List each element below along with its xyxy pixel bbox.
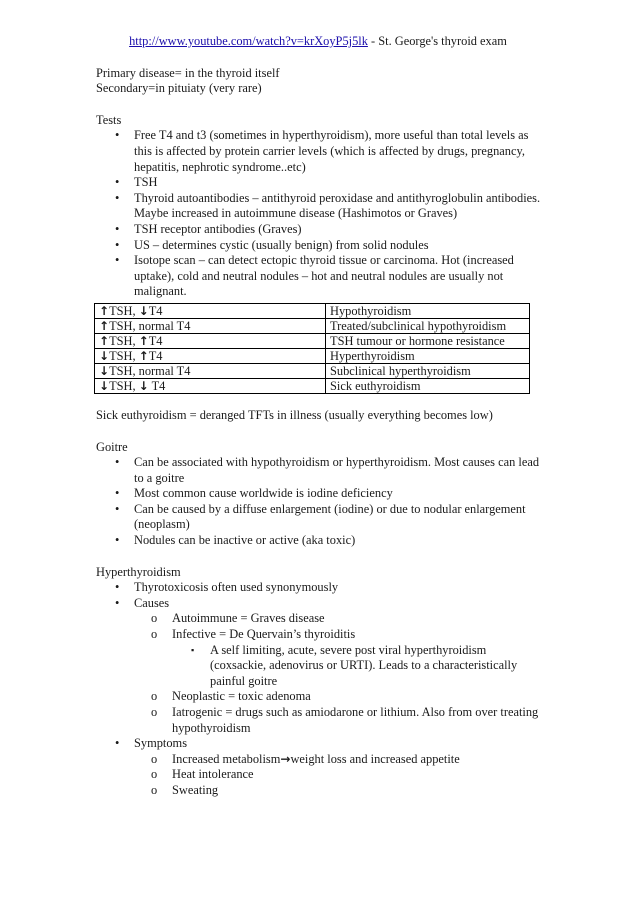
up-arrow-icon: ↑ xyxy=(99,333,110,348)
down-arrow-icon: ↓ xyxy=(99,363,110,378)
down-arrow-icon: ↓ xyxy=(138,378,149,393)
table-row xyxy=(95,318,530,333)
list-item xyxy=(96,502,544,533)
infective-detail-list xyxy=(172,643,544,690)
list-item-text: Heat intolerance xyxy=(172,767,254,782)
bullet: • xyxy=(115,533,120,548)
bullet: • xyxy=(115,253,120,268)
list-item-text: Thyrotoxicosis often used synonymously xyxy=(134,580,339,595)
table-row xyxy=(95,363,530,378)
list-item-text: A self limiting, acute, severe post viral hyperthyroidism (coxsackie, adenovirus or URTI). Leads to a characteristically painful goitre xyxy=(210,642,518,688)
down-arrow-icon: ↓ xyxy=(138,303,149,318)
table-cell-result: Treated/subclinical hypothyroidism xyxy=(326,318,530,333)
cell-text: TSH, normal T4 xyxy=(109,318,191,333)
header-suffix: - St. George's thyroid exam xyxy=(367,34,507,48)
tests-heading: Tests xyxy=(96,112,122,127)
list-item-text: Causes xyxy=(134,595,170,610)
list-item xyxy=(172,643,544,690)
list-item-text: weight loss and increased appetite xyxy=(290,751,460,766)
bullet: • xyxy=(115,128,120,143)
bullet: o xyxy=(151,705,158,719)
list-item-text: TSH xyxy=(134,175,158,190)
table-row xyxy=(95,303,530,318)
bullet: • xyxy=(115,455,120,470)
cell-text: TSH, xyxy=(109,378,139,393)
intro-secondary: Secondary=in pituiaty (very rare) xyxy=(96,81,262,96)
table-cell-result: Subclinical hyperthyroidism xyxy=(326,363,530,378)
list-item xyxy=(96,736,544,798)
bullet: • xyxy=(115,221,120,236)
cell-text: TSH, normal T4 xyxy=(109,363,191,378)
list-item xyxy=(96,175,544,191)
list-item xyxy=(96,253,544,300)
table-cell-result: TSH tumour or hormone resistance xyxy=(326,333,530,348)
list-item-text: Symptoms xyxy=(134,736,188,751)
bullet: • xyxy=(115,175,120,190)
list-item xyxy=(96,238,544,254)
page-header xyxy=(92,34,544,50)
list-item xyxy=(96,533,544,549)
youtube-link[interactable]: http://www.youtube.com/watch?v=krXoyP5j5lk xyxy=(129,34,368,48)
down-arrow-icon: ↓ xyxy=(99,378,110,393)
tft-table xyxy=(94,303,530,394)
list-item xyxy=(134,752,544,768)
list-item xyxy=(134,627,544,689)
list-item-text: Most common cause worldwide is iodine deficiency xyxy=(134,486,393,501)
table-cell-tests xyxy=(95,378,326,393)
list-item-text: Can be associated with hypothyroidism or hyperthyroidism. Most causes can lead to a goitre xyxy=(134,455,540,485)
list-item-text: Sweating xyxy=(172,782,219,797)
list-item-text: Free T4 and t3 (sometimes in hyperthyroidism), more useful than total levels as this is affected by protein carrier levels (which is affected by drugs, pregnancy, hepatitis, nephrotic syndrome..etc) xyxy=(134,128,529,174)
table-row xyxy=(95,333,530,348)
hyperthyroidism-heading: Hyperthyroidism xyxy=(96,564,181,579)
table-cell-result: Hyperthyroidism xyxy=(326,348,530,363)
bullet: • xyxy=(115,595,120,610)
symptoms-list xyxy=(134,752,544,799)
up-arrow-icon: ↑ xyxy=(138,348,149,363)
up-arrow-icon: ↑ xyxy=(138,333,149,348)
up-arrow-icon: ↑ xyxy=(99,318,110,333)
bullet: • xyxy=(115,501,120,516)
cell-text: TSH, xyxy=(109,303,139,318)
bullet: • xyxy=(115,580,120,595)
causes-list xyxy=(134,611,544,736)
list-item-text: Nodules can be inactive or active (aka toxic) xyxy=(134,533,356,548)
list-item xyxy=(134,689,544,705)
list-item xyxy=(96,222,544,238)
bullet: o xyxy=(151,627,158,642)
list-item-text: Can be caused by a diffuse enlargement (iodine) or due to nodular enlargement (neoplasm) xyxy=(134,501,526,532)
bullet: • xyxy=(115,486,120,501)
bullet: o xyxy=(151,767,158,782)
table-cell-tests xyxy=(95,318,326,333)
table-cell-tests xyxy=(95,333,326,348)
goitre-list xyxy=(96,455,544,549)
list-item xyxy=(134,611,544,627)
table-cell-result: Hypothyroidism xyxy=(326,303,530,318)
list-item xyxy=(134,767,544,783)
list-item xyxy=(96,486,544,502)
list-item-text: Neoplastic = toxic adenoma xyxy=(172,689,311,704)
up-arrow-icon: ↑ xyxy=(99,303,110,318)
hyperthyroidism-list xyxy=(96,580,544,798)
bullet: o xyxy=(151,782,158,797)
tests-list xyxy=(96,128,544,300)
table-row xyxy=(95,348,530,363)
right-arrow-icon: → xyxy=(280,751,291,766)
table-row xyxy=(95,378,530,393)
table-cell-tests xyxy=(95,303,326,318)
sick-euthyroidism-note: Sick euthyroidism = deranged TFTs in illness (usually everything becomes low) xyxy=(96,407,493,422)
list-item-text: Autoimmune = Graves disease xyxy=(172,611,325,626)
bullet: • xyxy=(115,736,120,751)
bullet: o xyxy=(151,689,158,704)
cell-text: T4 xyxy=(148,378,166,393)
list-item xyxy=(96,596,544,736)
intro-primary: Primary disease= in the thyroid itself xyxy=(96,65,280,80)
list-item xyxy=(134,783,544,799)
bullet: ▪ xyxy=(191,644,195,655)
cell-text: TSH, xyxy=(109,333,139,348)
list-item xyxy=(134,705,544,736)
cell-text: T4 xyxy=(148,333,163,348)
list-item-text: Infective = De Quervain’s thyroiditis xyxy=(172,627,356,642)
cell-text: T4 xyxy=(148,303,163,318)
list-item-text: Isotope scan – can detect ectopic thyroid tissue or carcinoma. Hot (increased uptake), cold and neutral nodules – hot and neutral nodules are usually not malignant. xyxy=(134,253,514,299)
bullet: • xyxy=(115,237,120,252)
bullet: • xyxy=(115,190,120,205)
list-item xyxy=(96,128,544,175)
table-cell-tests xyxy=(95,348,326,363)
list-item xyxy=(96,191,544,222)
list-item-text: Thyroid autoantibodies – antithyroid peroxidase and antithyroglobulin antibodies. Maybe increased in autoimmune disease (Hashimotos or Graves) xyxy=(134,190,541,221)
goitre-heading: Goitre xyxy=(96,439,128,454)
document-page xyxy=(96,34,544,799)
list-item xyxy=(96,455,544,486)
table-cell-tests xyxy=(95,363,326,378)
table-cell-result: Sick euthyroidism xyxy=(326,378,530,393)
cell-text: T4 xyxy=(148,348,163,363)
list-item-text: US – determines cystic (usually benign) from solid nodules xyxy=(134,237,429,252)
list-item-text: Increased metabolism xyxy=(172,751,281,766)
list-item-text: TSH receptor antibodies (Graves) xyxy=(134,221,302,236)
list-item xyxy=(96,580,544,596)
list-item-text: Iatrogenic = drugs such as amiodarone or lithium. Also from over treating hypothyroidism xyxy=(172,705,539,735)
cell-text: TSH, xyxy=(109,348,139,363)
down-arrow-icon: ↓ xyxy=(99,348,110,363)
bullet: o xyxy=(151,611,158,626)
bullet: o xyxy=(151,751,158,766)
